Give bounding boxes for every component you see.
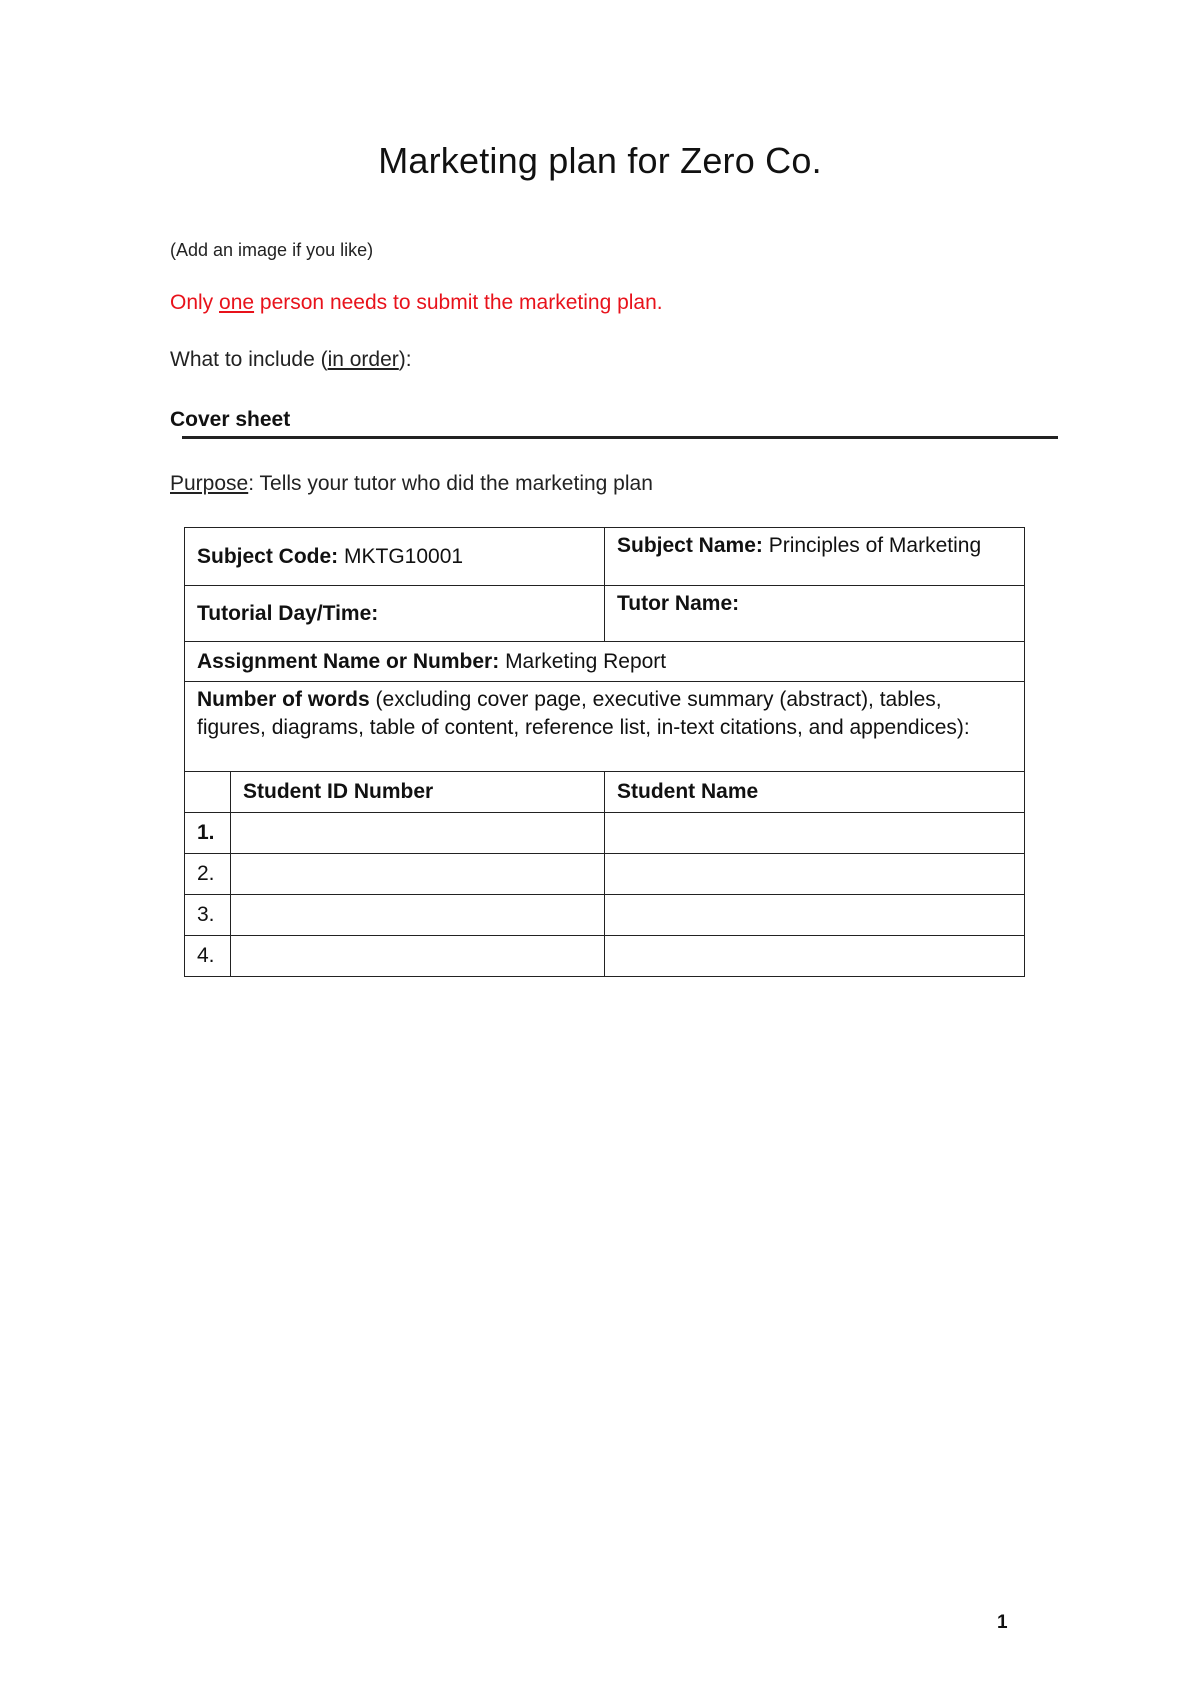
- student-name-cell[interactable]: [605, 813, 1025, 854]
- purpose-line: [170, 472, 653, 496]
- cover-sheet-table: [184, 527, 1025, 977]
- assignment-value: Marketing Report: [499, 649, 667, 673]
- section-heading-cover-sheet: Cover sheet: [170, 408, 291, 431]
- section-divider: [182, 436, 1058, 439]
- assignment-label: Assignment Name or Number:: [197, 649, 500, 673]
- row-number-cell: 4.: [185, 936, 231, 977]
- document-title: Marketing plan for Zero Co.: [378, 140, 822, 181]
- row-number-cell: 2.: [185, 854, 231, 895]
- image-note: (Add an image if you like): [170, 240, 374, 260]
- assignment-cell[interactable]: [185, 642, 1025, 682]
- include-suffix: ):: [398, 348, 412, 371]
- subject-code-cell[interactable]: [185, 528, 605, 586]
- table-row: [185, 895, 1025, 936]
- student-id-cell[interactable]: [231, 936, 605, 977]
- tutorial-label: Tutorial Day/Time:: [197, 601, 379, 625]
- student-name-cell[interactable]: [605, 936, 1025, 977]
- subject-code-label: Subject Code:: [197, 544, 339, 568]
- include-prefix: What to include (: [170, 348, 328, 371]
- purpose-label: Purpose: [170, 472, 249, 495]
- student-header-row: [185, 772, 1025, 813]
- subject-code-value: MKTG10001: [338, 544, 464, 568]
- subject-name-value: Principles of Marketing: [762, 534, 982, 557]
- word-count-label: Number of words: [197, 688, 370, 711]
- purpose-text: : Tells your tutor who did the marketing plan: [248, 472, 653, 495]
- row-number-cell: [185, 813, 231, 854]
- header-student-name-label: Student Name: [617, 780, 759, 803]
- student-id-cell[interactable]: [231, 854, 605, 895]
- row-number-cell: 3.: [185, 895, 231, 936]
- table-row: [185, 854, 1025, 895]
- student-name-cell[interactable]: [605, 854, 1025, 895]
- table-row: [185, 936, 1025, 977]
- subject-row: [185, 528, 1025, 586]
- header-cell-student-id: [231, 772, 605, 813]
- table-row: [185, 813, 1025, 854]
- page-number: 1: [997, 1612, 1008, 1633]
- word-count-cell[interactable]: [185, 682, 1025, 772]
- student-id-cell[interactable]: [231, 895, 605, 936]
- include-instructions: [170, 348, 412, 372]
- tutor-name-label: Tutor Name:: [617, 592, 740, 615]
- submission-warning: [170, 291, 663, 315]
- tutorial-row: [185, 586, 1025, 642]
- student-name-cell[interactable]: [605, 895, 1025, 936]
- header-cell-number: [185, 772, 231, 813]
- assignment-row: [185, 642, 1025, 682]
- tutor-name-cell[interactable]: [605, 586, 1025, 642]
- include-emphasis: in order: [327, 348, 399, 371]
- word-count-value: (excluding cover page, executive summary (abstract), tables, figures, diagrams, table of content, reference list, in-text citations, and appendices):: [197, 688, 970, 739]
- header-student-id-label: Student ID Number: [243, 780, 434, 803]
- tutorial-cell[interactable]: [185, 586, 605, 642]
- warning-suffix: person needs to submit the marketing plan.: [254, 291, 663, 314]
- subject-name-cell[interactable]: [605, 528, 1025, 586]
- warning-emphasis: one: [219, 291, 255, 314]
- word-count-row: [185, 682, 1025, 772]
- student-id-cell[interactable]: [231, 813, 605, 854]
- header-cell-student-name: [605, 772, 1025, 813]
- warning-prefix: Only: [170, 291, 220, 314]
- row-number: 1.: [197, 821, 215, 844]
- subject-name-label: Subject Name:: [617, 534, 763, 557]
